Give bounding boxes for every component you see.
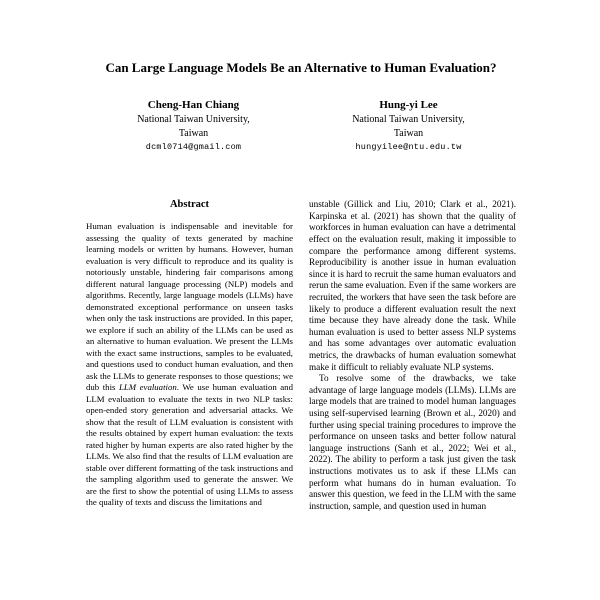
left-column xyxy=(86,199,293,509)
author-2-affiliation: National Taiwan University, xyxy=(352,114,465,126)
author-1-name: Cheng-Han Chiang xyxy=(147,99,240,112)
author-1-country: Taiwan xyxy=(178,127,209,139)
author-2-country: Taiwan xyxy=(393,127,424,139)
author-2-email: hungyilee@ntu.edu.tw xyxy=(355,142,462,153)
abstract-text-part2: . We use human evaluation and LLM evaluation to evaluate the texts in two NLP tasks: open-ended story generation and adversarial attacks. We show that the result of LLM evaluation is consistent with the results obtained by expert human evaluation: the texts rated higher by human experts are also rated higher by the LLMs. We also find that the results of LLM evaluation are stable over different formatting of the task instructions and the sampling algorithm used to generate the answer. We are the first to show the potential of using LLMs to assess the quality of texts and discuss the limitations and xyxy=(86,382,293,508)
author-2 xyxy=(301,98,516,155)
author-1-affiliation: National Taiwan University, xyxy=(137,114,250,126)
two-column-body xyxy=(86,199,516,512)
abstract-heading: Abstract xyxy=(169,199,210,211)
body-paragraph-1: unstable (Gillick and Liu, 2010; Clark et al., 2021). Karpinska et al. (2021) has shown that the quality of workforces in human evaluation can have a detrimental effect on the evaluation result, making it impossible to compare the performance among different systems. Reproducibility is another issue in human evaluation since it is hard to recruit the same human evaluators and rerun the same evaluation. Even if the same workers are recruited, the workers that have seen the task before are likely to produce a different evaluation result the next time because they have already done the task. While human evaluation is used to better assess NLP systems and has some advantages over automatic evaluation metrics, the drawbacks of human evaluation somewhat make it difficult to reliably evaluate NLP systems. xyxy=(309,199,516,372)
author-1 xyxy=(86,98,301,155)
body-paragraph-2: To resolve some of the drawbacks, we take advantage of large language models (LLMs). LLMs are large models that are trained to model human languages using self-supervised learning (Brown et al., 2020) and further using special training procedures to improve the performance on unseen tasks and better follow natural language instructions (Sanh et al., 2022; Wei et al., 2022). The ability to perform a task just given the task instructions motivates us to ask if these LLMs can perform what humans do in human evaluation. To answer this question, we feed in the LLM with the same instruction, sample, and question used in human xyxy=(309,373,516,511)
abstract-italic-term: LLM evaluation xyxy=(118,382,177,393)
author-2-name: Hung-yi Lee xyxy=(379,99,438,112)
abstract-text xyxy=(86,221,293,509)
abstract-text-part1: Human evaluation is indispensable and inevitable for assessing the quality of texts generated by machine learning models or written by humans. However, human evaluation is very difficult to reproduce and its quality is notoriously unstable, hindering fair comparisons among different natural language processing (NLP) models and algorithms. Recently, large language models (LLMs) have demonstrated exceptional performance on unseen tasks when only the task instructions are provided. In this paper, we explore if such an ability of the LLMs can be used as an alternative to human evaluation. We present the LLMs with the exact same instructions, samples to be evaluated, and questions used to conduct human evaluation, and then ask the LLMs to generate responses to those questions; we dub this xyxy=(86,221,293,393)
author-block xyxy=(86,98,516,155)
paper-title: Can Large Language Models Be an Alternative to Human Evaluation? xyxy=(105,60,497,75)
author-1-email: dcml0714@gmail.com xyxy=(145,142,242,153)
right-column xyxy=(309,199,516,512)
